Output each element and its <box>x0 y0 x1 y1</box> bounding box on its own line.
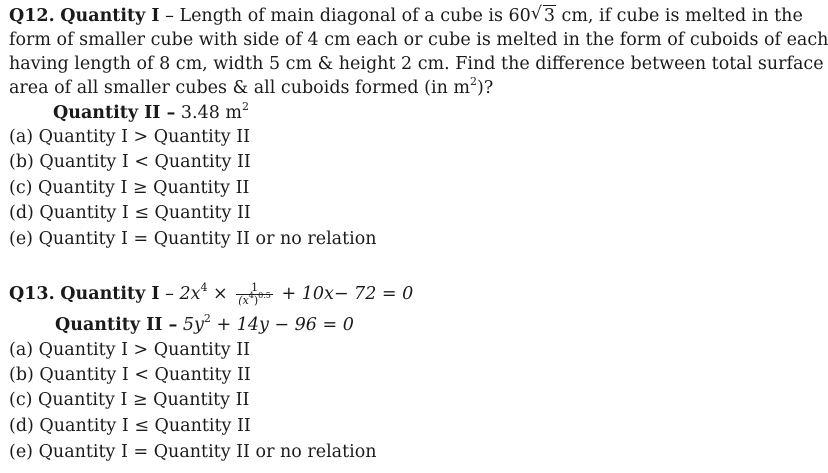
q13-equation-part-1: 2x <box>179 284 201 304</box>
q13-quantity-1-label: Quantity I <box>60 284 160 304</box>
q12-line-1 <box>9 4 803 28</box>
q12-quantity-2-value: 3.48 m <box>175 103 243 123</box>
q12-line-4: area of all smaller cubes & all cuboids formed (in $m^2$)? <box>9 75 494 98</box>
q13-quantity-2-label: Quantity II – <box>55 315 178 335</box>
q12-option-e: (e) Quantity I = Quantity II or no relation <box>9 229 377 249</box>
q12-option-b: (b) Quantity I < Quantity II <box>9 152 251 172</box>
q13-label: Q13. <box>9 284 55 304</box>
q13-quantity-2: Quantity II – $5y^2 + 14y - 96 = 0$ <box>55 312 354 335</box>
q12-text-b: cm, if cube is melted in the <box>555 6 803 26</box>
q12-quantity-2-label: Quantity II – <box>53 103 176 123</box>
q12-option-d: (d) Quantity I ≤ Quantity II <box>9 203 251 223</box>
q13-equation-part-2: + 10x− 72 = 0 <box>275 284 414 304</box>
q12-line-3: having length of 8 cm, width 5 cm & height 2 cm. Find the difference between total surface <box>9 54 824 74</box>
q12-line-2: form of smaller cube with side of 4 cm each or cube is melted in the form of cuboids of each <box>9 30 828 50</box>
q13-option-c: (c) Quantity I ≥ Quantity II <box>9 390 250 410</box>
q13-option-d: (d) Quantity I ≤ Quantity II <box>9 416 251 436</box>
q12-option-a: (a) Quantity I > Quantity II <box>9 127 251 147</box>
q13-option-e: (e) Quantity I = Quantity II or no relation <box>9 442 377 462</box>
q12-text-a: – Length of main diagonal of a cube is 60 <box>159 6 531 26</box>
q12-quantity-2: Quantity II – 3.48 $m^2$ <box>53 100 250 123</box>
q12-option-c: (c) Quantity I ≥ Quantity II <box>9 178 250 198</box>
fraction: $\frac{1}{(x^4)^{0.5}}$ <box>238 281 271 307</box>
q12-quantity-1-label: Quantity I <box>60 6 160 26</box>
q13-option-b: (b) Quantity I < Quantity II <box>9 365 251 385</box>
q12-label: Q12. <box>9 6 55 26</box>
q13-line-1: Q13. Quantity I – $2x^4$ × $\frac{1}{(x^4)^{0.5}}$ + 10x− 72 = 0 <box>9 281 414 307</box>
sqrt-symbol: √ 3 <box>530 4 555 26</box>
q13-option-a: (a) Quantity I > Quantity II <box>9 340 251 360</box>
